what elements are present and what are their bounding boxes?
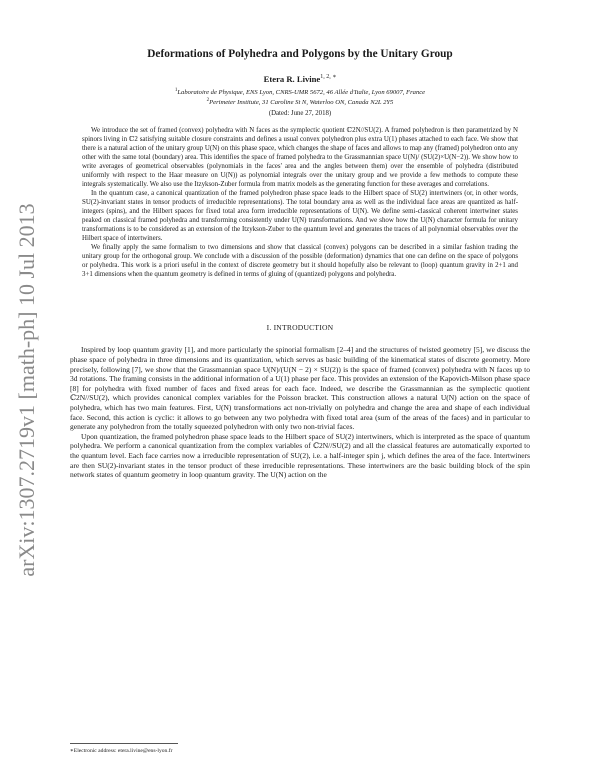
body-paragraph: Upon quantization, the framed polyhedron phase space leads to the Hilbert space of SU(2) intertwiners, which is interpreted as the space of quantum polyhedra. We perform a canonical quantization from the complex variables of ℂ2N//SU(2) and all the classical features are automatically exported to the quantum level. Each face carries now a irreducible representation of SU(2), i.e. a half-integer spin j, which defines the area of the face. Intertwiners are then SU(2)-invariant states in the tensor product of these irreducible representations. These intertwiners are the basic building block of the spin network states of quantum geometry in loop quantum gravity. The U(N) action on the xyxy=(70,431,530,480)
abstract xyxy=(82,126,518,280)
author-line xyxy=(70,73,530,84)
affiliation-mark: 2 xyxy=(206,98,210,104)
affiliation-text: Perimeter Institute, 31 Caroline St N, Waterloo ON, Canada N2L 2Y5 xyxy=(209,99,394,107)
author-marks: 1, 2, ∗ xyxy=(320,74,337,80)
dated-line: (Dated: June 27, 2018) xyxy=(268,109,332,117)
arxiv-identifier: arXiv:1307.2719v1 [math-ph] 10 Jul 2013 xyxy=(14,203,39,577)
section-heading: I. INTRODUCTION xyxy=(266,323,334,333)
paper-page xyxy=(70,48,530,480)
author-name: Etera R. Livine xyxy=(263,73,321,84)
body-paragraph: Inspired by loop quantum gravity [1], and more particularly the spinorial formalism [2–4] and the structures of twisted geometry [5], we discuss the phase space of polyhedra in three dimensions and its quantization, which serves as basic building of the kinematical states of discrete geometry. More precisely, following [7], we show that the Grassmannian space U(N)/(U(N − 2) × SU(2)) is the space of framed (convex) polyhedra with N faces up to 3d rotations. The framing consists in the additional information of a U(1) phase per face. This provides an extension of the Kapovich-Milson phase space [8] for polyhedra with fixed number of faces and fixed areas for each face. Indeed, we describe the Grassmannian as the symplectic quotient ℂ2N//SU(2), which provides canonical complex variables for the Poisson bracket. This construction allows a natural U(N) action on the space of polyhedra, which has two main features. First, U(N) transformations act non-trivially on polyhedra and change the area and shape of each individual face. Second, this action is cyclic: it allows to go between any two polyhedra with fixed total area (sum of the areas of the faces) and in particular to generate any polyhedron from the totally squeezed polyhedron with only two non-trivial faces. xyxy=(70,345,530,432)
abstract-paragraph: We finally apply the same formalism to two dimensions and show that classical (convex) polygons can be described in a similar fashion trading the unitary group for the orthogonal group. We conclude with a discussion of the possible (deformation) dynamics that one can define on the space of polygons or polyhedra. This work is a priori useful in the context of discrete geometry but it should hopefully also be relevant to (loop) quantum gravity in 2+1 and 3+1 dimensions when the quantum geometry is defined in terms of gluing of (quantized) polygons and polyhedra. xyxy=(82,244,518,279)
abstract-paragraph: We introduce the set of framed (convex) polyhedra with N faces as the symplectic quotient ℂ2N//SU(2). A framed polyhedron is then parametrized by N spinors living in ℂ2 satisfying suitable closure constraints and defines a usual convex polyhedron plus extra U(1) phases attached to each face. We show that there is a natural action of the unitary group U(N) on this phase space, which changes the shape of faces and allows to map any (framed) polyhedron onto any other with the same total (boundary) area. This identifies the space of framed polyhedra to the Grassmannian space U(N)/ (SU(2)×U(N−2)). We show how to write averages of geometrical observables (polynomials in the faces' area and the angles between them) over the ensemble of polyhedra (distributed uniformly with respect to the Haar measure on U(N)) as polynomial integrals over the unitary group and we provide a few methods to compute these integrals systematically. We also use the Itzykson-Zuber formula from matrix models as the generating function for these averages and correlations. xyxy=(82,126,518,188)
abstract-paragraph: In the quantum case, a canonical quantization of the framed polyhedron phase space leads to the Hilbert space of SU(2) intertwiners (or, in other words, SU(2)-invariant states in tensor products of irreducible representations). The total boundary area as well as the individual face areas are quantized as half-integers (spins), and the Hilbert spaces for fixed total area form irreducible representations of U(N). We define semi-classical coherent intertwiner states peaked on classical framed polyhedra and transforming consistently under U(N) transformations. And we show how the U(N) character formula for unitary transformations is to be considered as an extension of the Itzykson-Zuber to the quantum level and generates the traces of all polynomial observables over the Hilbert space of intertwiners. xyxy=(82,189,518,243)
footnote: ∗Electronic address: etera.livine@ens-lyon.fr xyxy=(70,748,173,754)
affiliation xyxy=(70,97,530,107)
affiliation-text: Laboratoire de Physique, ENS Lyon, CNRS-UMR 5672, 46 Allée d'Italie, Lyon 69007, France xyxy=(177,89,426,97)
affiliation-mark: 1 xyxy=(174,87,178,93)
paper-title: Deformations of Polyhedra and Polygons by the Unitary Group xyxy=(147,48,453,60)
arxiv-sidebar xyxy=(14,30,40,750)
footnote-rule xyxy=(70,743,178,744)
section-body xyxy=(70,345,530,479)
affiliation xyxy=(70,87,530,97)
